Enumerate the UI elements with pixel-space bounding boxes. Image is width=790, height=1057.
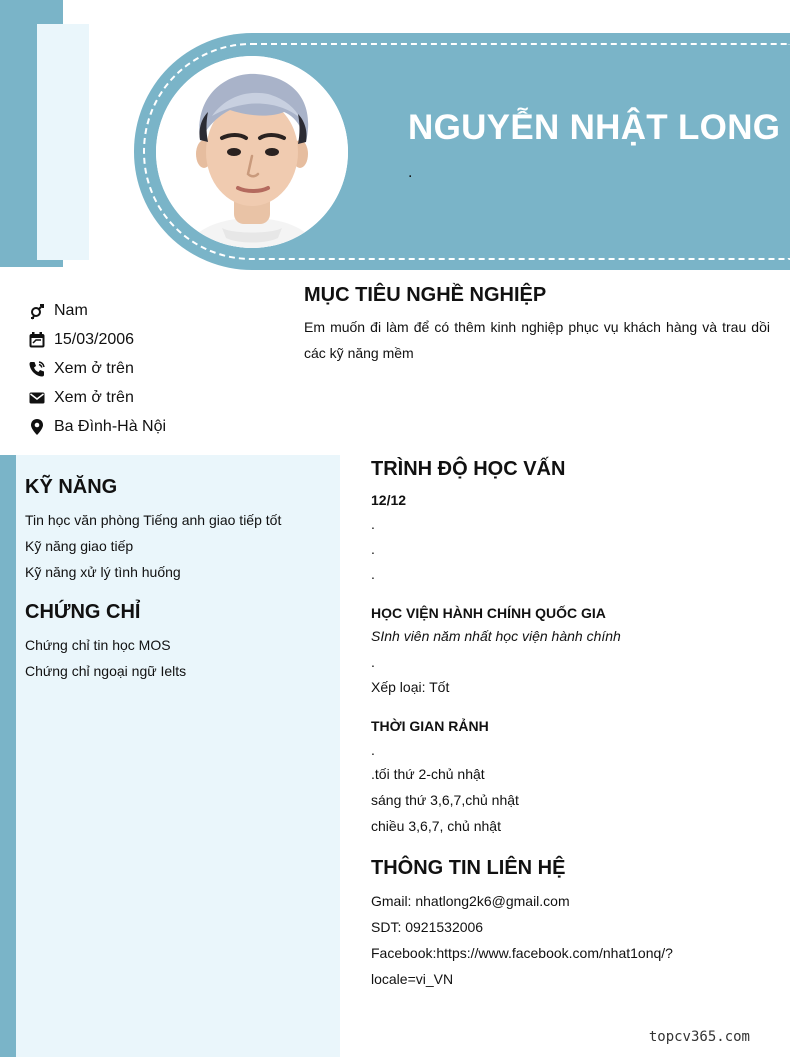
gender-value: Nam: [54, 302, 88, 319]
mail-icon: [28, 389, 46, 407]
contact-facebook-cont: locale=vi_VN: [371, 971, 454, 987]
phone-value: Xem ở trên: [54, 360, 134, 377]
phone-icon: [28, 360, 46, 378]
education-entry-heading: 12/12: [371, 492, 407, 508]
skills-title: KỸ NĂNG: [25, 476, 118, 498]
header-accent-strip: [37, 24, 89, 260]
education-entry-heading: HỌC VIỆN HÀNH CHÍNH QUỐC GIA: [371, 605, 606, 621]
gender-icon: [28, 302, 46, 320]
education-line: .: [371, 566, 375, 582]
education-line: .: [371, 654, 375, 670]
address-value: Ba Đình-Hà Nội: [54, 418, 167, 435]
education-line: .: [371, 742, 375, 758]
location-icon: [28, 418, 46, 436]
education-line: .tối thứ 2-chủ nhật: [371, 766, 485, 782]
certificate-item: Chứng chỉ ngoại ngữ Ielts: [25, 663, 187, 679]
info-gender: [28, 300, 88, 322]
skill-item: Tin học văn phòng Tiếng anh giao tiếp tốt: [25, 512, 282, 528]
education-line: chiều 3,6,7, chủ nhật: [371, 818, 501, 834]
education-title: TRÌNH ĐỘ HỌC VẤN: [371, 458, 566, 480]
email-value: Xem ở trên: [54, 389, 134, 406]
contact-facebook: Facebook:https://www.facebook.com/nhat1onq/?: [371, 945, 673, 961]
profile-photo: [156, 56, 348, 248]
objective-title: MỤC TIÊU NGHỀ NGHIỆP: [304, 284, 547, 306]
footer-credit: topcv365.com: [648, 1029, 750, 1045]
education-entry-heading: THỜI GIAN RẢNH: [371, 718, 489, 734]
name-subtitle: .: [408, 164, 413, 181]
certificates-title: CHỨNG CHỈ: [25, 601, 141, 623]
info-email: [28, 387, 134, 409]
info-address: [28, 416, 166, 438]
education-line: sáng thứ 3,6,7,chủ nhật: [371, 792, 519, 808]
skill-item: Kỹ năng giao tiếp: [25, 538, 134, 554]
full-name: NGUYỄN NHẬT LONG: [408, 108, 781, 147]
education-line: .: [371, 516, 375, 532]
objective-text: Em muốn đi làm để có thêm kinh nghiệp phục vụ khách hàng và trau dồi các kỹ năng mềm: [304, 319, 770, 361]
certificate-item: Chứng chỉ tin học MOS: [25, 637, 171, 653]
contact-title: THÔNG TIN LIÊN HỆ: [371, 857, 566, 879]
calendar-icon: [28, 331, 46, 349]
contact-gmail: Gmail: nhatlong2k6@gmail.com: [371, 893, 570, 909]
dob-value: 15/03/2006: [54, 331, 135, 348]
sidebar-accent-bar: [0, 455, 16, 1057]
education-grade: Xếp loại: Tốt: [371, 679, 450, 695]
info-dob: [28, 329, 134, 351]
education-major: SInh viên năm nhất học viện hành chính: [371, 628, 621, 644]
portrait-illustration: [156, 56, 348, 248]
contact-phone: SDT: 0921532006: [371, 919, 484, 935]
skill-item: Kỹ năng xử lý tình huống: [25, 564, 181, 580]
education-line: .: [371, 541, 375, 557]
info-phone: [28, 358, 134, 380]
